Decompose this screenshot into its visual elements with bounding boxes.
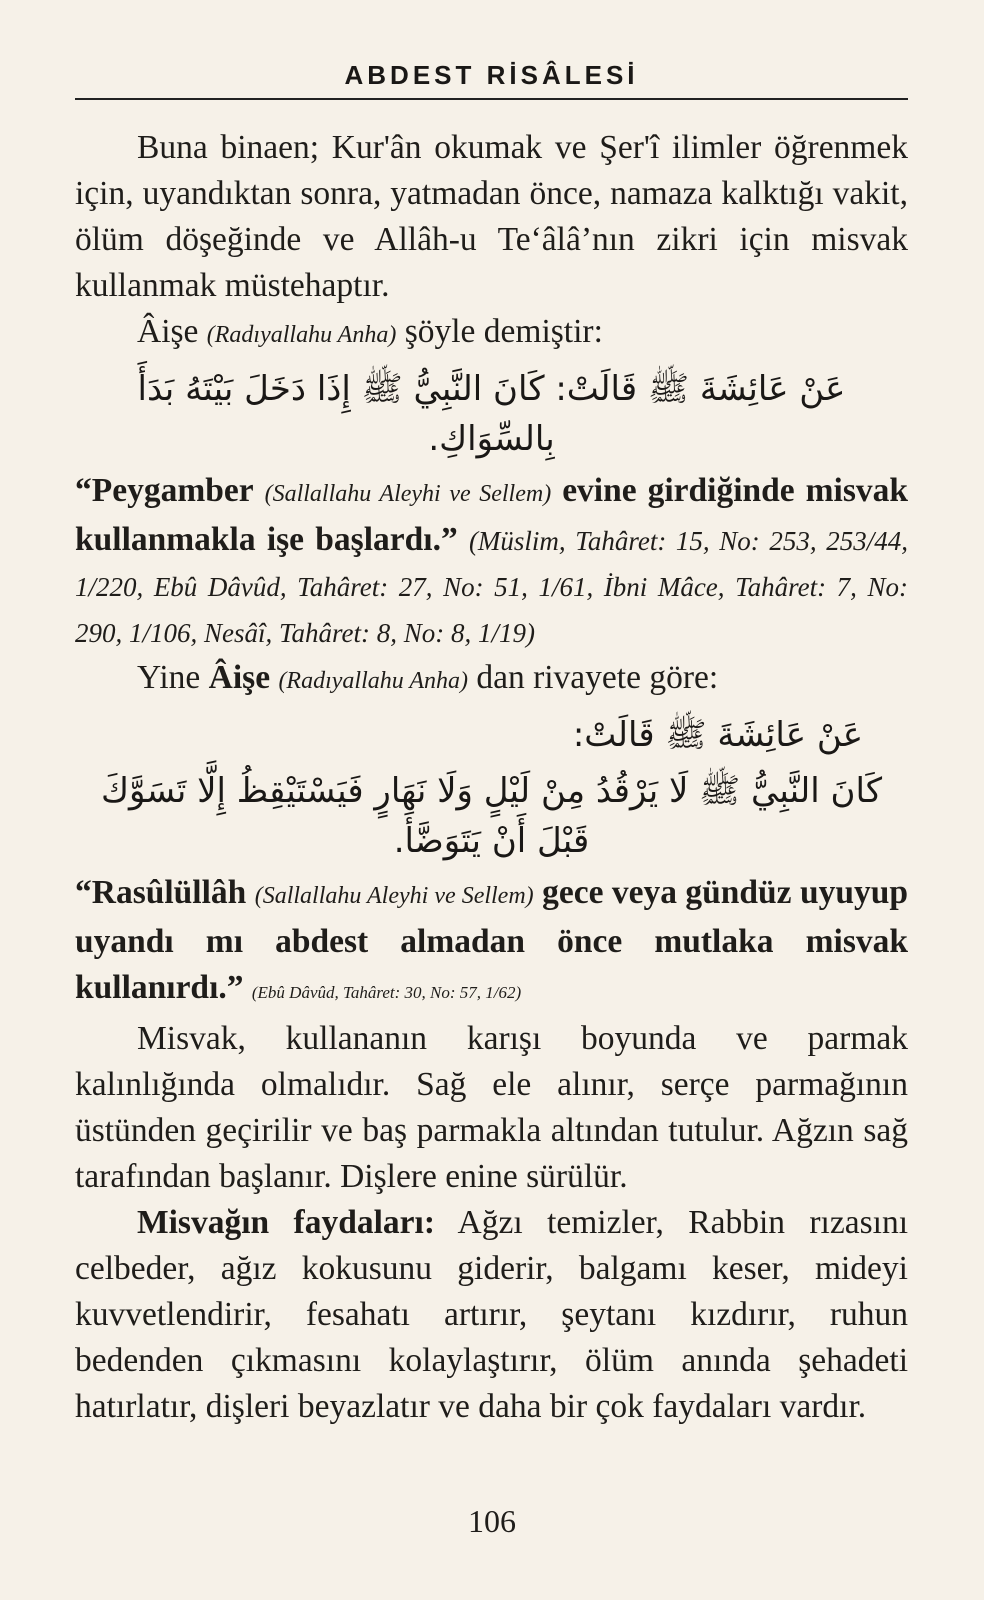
paragraph-3-rest: dan rivayete göre:	[476, 659, 719, 696]
arabic-hadith-1: عَنْ عَائِشَةَ ﷺ قَالَتْ: كَانَ النَّبِيُّ ﷺ إِذَا دَخَلَ بَيْتَهُ بَدَأَ بِالسِّوَاكِ.	[137, 369, 846, 459]
running-header: ABDEST RİSÂLESİ	[344, 60, 639, 90]
quote-2-open: “Rasûlüllâh	[75, 874, 247, 911]
honorific-2: (Radıyallahu Anha)	[278, 668, 468, 694]
quote-1-text: evine girdiğinde misvak kullanmakla işe başlardı.”	[75, 472, 908, 558]
quote-1-source: (Müslim, Tahâret: 15, No: 253, 253/44, 1/220, Ebû Dâvûd, Tahâret: 27, No: 51, 1/61, İbni Mâce, Tahâret: 7, No: 290, 1/106, Nesâî, Tahâret: 8, No: 8, 1/19)	[75, 526, 908, 648]
quote-2-source: (Ebû Dâvûd, Tahâret: 30, No: 57, 1/62)	[251, 983, 522, 1002]
quote-1-open: “Peygamber	[75, 472, 254, 509]
name-aise-2: Âişe	[208, 659, 271, 696]
paragraph-4: Misvak, kullananın karışı boyunda ve parmak kalınlığında olmalıdır. Sağ ele alınır, serçe parmağının üstünden geçirilir ve baş parmakla altından tutulur. Ağzın sağ tarafından başlanır. Dişlere enine sürülür.	[75, 1020, 908, 1195]
arabic-hadith-2-intro: عَنْ عَائِشَةَ ﷺ قَالَتْ:	[572, 715, 863, 755]
page-number: 106	[468, 1503, 516, 1539]
quote-1-honorific: (Sallallahu Aleyhi ve Sellem)	[264, 481, 552, 507]
honorific: (Radıyallahu Anha)	[206, 322, 397, 348]
paragraph-3	[75, 655, 908, 704]
paragraph-5-text: Ağzı temizler, Rabbin rızasını celbeder, ağız kokusunu giderir, balgamı keser, mideyi kuvvetlendirir, fesahatı artırır, şeytanı kızdırır, ruhun bedenden çıkmasını kolaylaştırır, ölüm anında şehadeti hatırlatır, dişleri beyazlatır ve daha bir çok faydaları vardır.	[75, 1204, 909, 1425]
quote-1	[75, 468, 908, 655]
paragraph-1: Buna binaen; Kur'ân okumak ve Şer'î ilimler öğrenmek için, uyandıktan sonra, yatmadan önce, namaza kalktığı vakit, ölüm döşeğinde ve Allâh-u Te‘âlâ’nın zikri için misvak kullanmak müstehaptır.	[75, 129, 908, 304]
paragraph-2-rest: şöyle demiştir:	[404, 313, 603, 350]
quote-2	[75, 870, 908, 1016]
page-body	[75, 125, 908, 1430]
header-rule	[75, 98, 908, 100]
quote-2-text: gece veya gündüz uyuyup uyandı mı abdest almadan önce mutlaka misvak kullanırdı.”	[75, 874, 908, 1006]
paragraph-2	[75, 309, 908, 358]
quote-2-honorific: (Sallallahu Aleyhi ve Sellem)	[254, 883, 534, 909]
paragraph-3-pre: Yine	[137, 659, 201, 696]
paragraph-5-heading: Misvağın faydaları:	[137, 1204, 435, 1241]
name-aise: Âişe	[137, 313, 199, 350]
arabic-hadith-2: كَانَ النَّبِيُّ ﷺ لَا يَرْقُدُ مِنْ لَيْلٍ وَلَا نَهَارٍ فَيَسْتَيْقِظُ إِلَّا تَسَوَّكَ قَبْلَ أَنْ يَتَوَضَّأَ.	[100, 771, 883, 861]
paragraph-5	[75, 1200, 908, 1430]
